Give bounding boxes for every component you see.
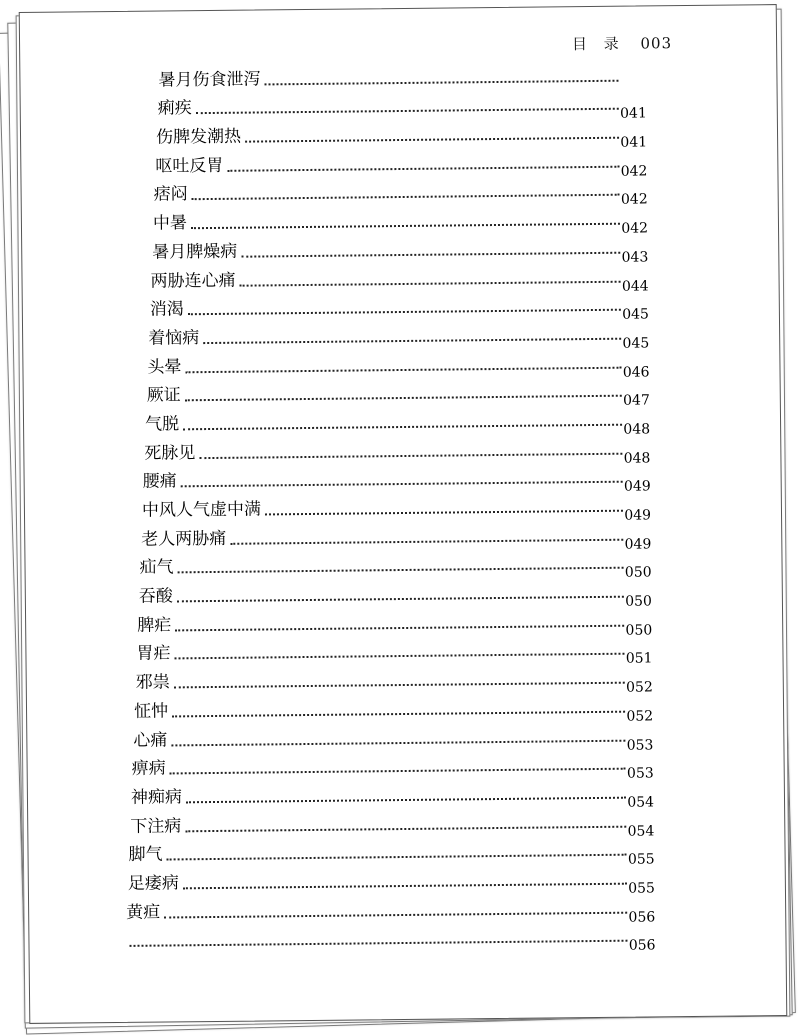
toc-entry-page: 054 — [626, 823, 654, 839]
toc-entry-page: 050 — [624, 622, 652, 638]
toc-entry-title: 邪祟 — [136, 673, 174, 693]
toc-entry-title: 脾疟 — [137, 615, 175, 635]
toc-entry-page: 050 — [624, 565, 652, 581]
toc-entry-title: 痢疾 — [158, 99, 196, 119]
toc-entry-page: 053 — [625, 737, 653, 753]
toc-entry-page: 049 — [623, 536, 651, 552]
toc-entry-page: 042 — [620, 221, 648, 237]
toc-entry-title: 伤脾发潮热 — [156, 127, 245, 148]
toc-entry-title: 厥证 — [147, 386, 185, 406]
toc-entry-title: 头晕 — [147, 357, 185, 377]
toc-entry-title: 中风人气虚中满 — [142, 499, 265, 520]
toc-entry-title: 呕吐反胃 — [155, 156, 227, 177]
toc-entry-title: 死脉见 — [144, 443, 199, 464]
toc-page — [19, 4, 788, 1024]
toc-entry-page: 045 — [621, 307, 649, 323]
toc-entry-page: 048 — [622, 450, 650, 466]
toc-entry-page: 049 — [623, 479, 651, 495]
header-title: 目 录 — [572, 35, 625, 54]
toc-entry-page: 053 — [626, 766, 654, 782]
toc-entry — [125, 917, 655, 951]
toc-entry-page: 054 — [626, 794, 654, 810]
toc-entry-title: 中暑 — [153, 213, 191, 233]
toc-entry-page: 047 — [622, 393, 650, 409]
toc-entry-title: 暑月脾燥病 — [152, 241, 241, 262]
dot-leader — [185, 825, 626, 832]
table-of-contents — [116, 56, 655, 951]
running-header — [572, 32, 672, 54]
toc-entry-page: 042 — [620, 192, 648, 208]
toc-entry-page: 041 — [619, 134, 647, 150]
toc-entry-page: 046 — [621, 364, 649, 380]
dot-leader — [265, 510, 623, 516]
toc-entry-title: 痞闷 — [154, 185, 192, 205]
toc-entry-page: 044 — [621, 278, 649, 294]
toc-entry-page: 056 — [627, 909, 655, 925]
dot-leader — [177, 596, 624, 603]
toc-entry-title: 老人两胁痛 — [141, 528, 230, 549]
dot-leader — [191, 223, 620, 229]
dot-leader — [185, 366, 621, 373]
dot-leader — [181, 481, 623, 488]
toc-entry-title: 气脱 — [145, 414, 183, 434]
toc-entry-page: 051 — [624, 651, 652, 667]
dot-leader — [185, 395, 622, 402]
dot-leader — [183, 424, 622, 431]
dot-leader — [175, 624, 624, 631]
toc-entry-title: 神痴病 — [131, 787, 186, 808]
toc-entry-page: 042 — [619, 163, 647, 179]
toc-entry-title: 暑月伤食泄泻 — [158, 69, 264, 90]
toc-entry-page: 052 — [625, 708, 653, 724]
toc-entry-title: 脚气 — [128, 845, 166, 865]
toc-entry-page: 052 — [625, 680, 653, 696]
toc-entry-title: 痹病 — [132, 759, 170, 779]
toc-entry-page: 056 — [627, 938, 655, 954]
toc-entry-page: 041 — [619, 106, 647, 122]
toc-entry-title: 怔忡 — [134, 701, 172, 721]
dot-leader — [264, 79, 618, 85]
toc-entry-page: 050 — [624, 593, 652, 609]
dot-leader — [186, 797, 626, 804]
toc-entry-page: 055 — [627, 880, 655, 896]
toc-entry-title: 着恼病 — [148, 328, 203, 349]
toc-entry-title: 下注病 — [130, 816, 185, 837]
dot-leader — [241, 252, 620, 258]
dot-leader — [178, 567, 624, 574]
dot-leader — [192, 194, 620, 200]
toc-entry-page: 055 — [627, 852, 655, 868]
toc-entry-title: 消渴 — [150, 299, 188, 319]
toc-entry-title: 胃疟 — [136, 644, 174, 664]
dot-leader — [199, 452, 622, 458]
dot-leader — [245, 137, 619, 143]
toc-entry-page: 048 — [622, 421, 650, 437]
toc-entry-title: 疝气 — [139, 558, 177, 578]
toc-entry-title: 两胁连心痛 — [150, 270, 239, 291]
toc-entry-title: 吞酸 — [139, 586, 177, 606]
dot-leader — [227, 165, 619, 171]
dot-leader — [183, 883, 627, 890]
toc-entry-title: 足痿病 — [128, 873, 183, 894]
toc-entry-page: 049 — [623, 507, 651, 523]
toc-entry-title: 黄疸 — [126, 902, 164, 922]
header-page-number: 003 — [640, 34, 672, 52]
toc-entry-page: 043 — [620, 249, 648, 265]
toc-entry-page: 045 — [621, 335, 649, 351]
toc-entry-title: 腰痛 — [143, 472, 181, 492]
dot-leader — [130, 940, 628, 947]
dot-leader — [188, 309, 621, 316]
dot-leader — [196, 108, 619, 114]
dot-leader — [203, 338, 621, 344]
toc-entry-title: 心痛 — [133, 730, 171, 750]
dot-leader — [230, 538, 623, 544]
dot-leader — [240, 280, 621, 286]
